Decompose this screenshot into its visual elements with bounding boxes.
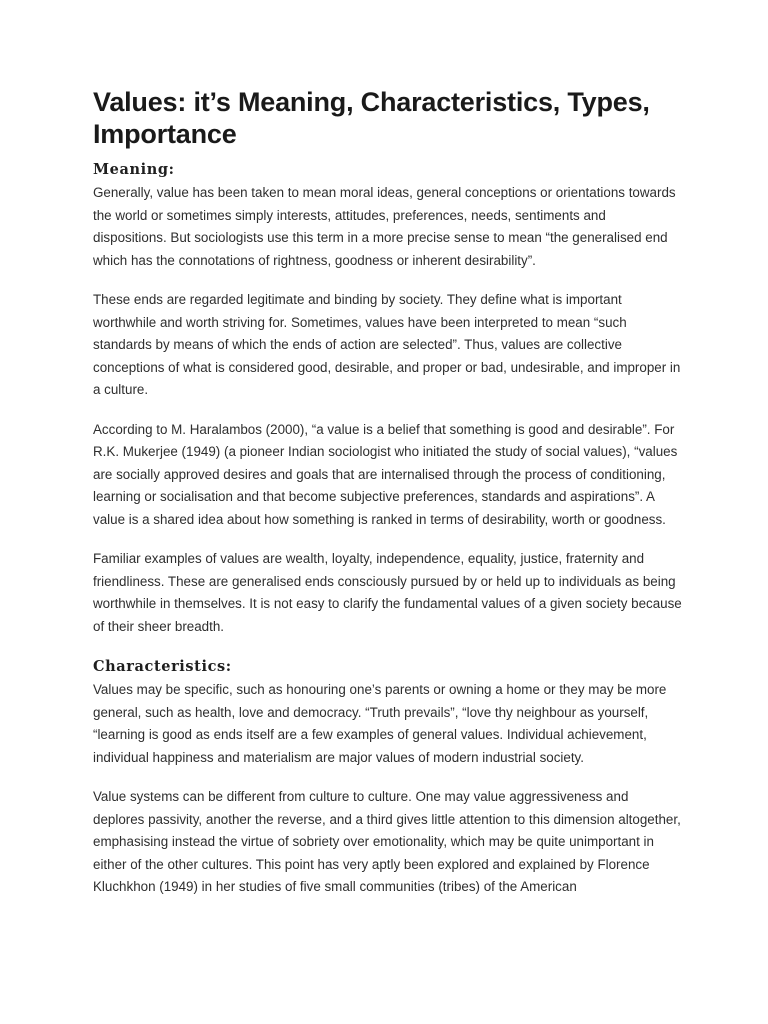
- paragraph: These ends are regarded legitimate and binding by society. They define what is important worthwhile and worth striving for. Sometimes, values have been interpreted to mean “such standards by means of which the ends of action are selected”. Thus, values are collective conceptions of what is considered good, desirable, and proper or bad, undesirable, and improper in a culture.: [93, 292, 681, 397]
- paragraph: Generally, value has been taken to mean moral ideas, general conceptions or orientations towards the world or sometimes simply interests, attitudes, preferences, needs, sentiments and dispositions. But sociologists use this term in a more precise sense to mean “the generalised end which has the connotations of rightness, goodness or inherent desirability”.: [93, 185, 676, 268]
- paragraph: Values may be specific, such as honouring one’s parents or owning a home or they may be more general, such as health, love and democracy. “Truth prevails”, “love thy neighbour as yourself, “learning is good as ends itself are a few examples of general values. Individual achievement, individual happiness and materialism are major values of modern industrial society.: [93, 682, 667, 765]
- paragraph: According to M. Haralambos (2000), “a value is a belief that something is good and desirable”. For R.K. Mukerjee (1949) (a pioneer Indian sociologist who initiated the study of social values), “values are socially approved desires and goals that are internalised through the process of conditioning, learning or socialisation and that become subjective preferences, standards and aspirations”. A value is a shared idea about how something is ranked in terms of desirability, worth or goodness.: [93, 421, 678, 527]
- paragraph: Value systems can be different from culture to culture. One may value aggressiveness and deplores passivity, another the reverse, and a third gives little attention to this dimension altogether, emphasising instead the virtue of sobriety over emotionality, which may be quite unimportant in either of the other cultures. This point has very aptly been explored and explained by Florence Kluchkhon (1949) in her studies of five small communities (tribes) of the American: [93, 789, 681, 894]
- page-title: Values: it’s Meaning, Characteristics, Types, Importance: [93, 87, 650, 149]
- paragraph: Familiar examples of values are wealth, loyalty, independence, equality, justice, fraternity and friendliness. These are generalised ends consciously pursued by or held up to individuals as being worthwhile in themselves. It is not easy to clarify the fundamental values of a given society because of their sheer breadth.: [93, 551, 682, 634]
- section-heading-characteristics: Characteristics:: [93, 658, 232, 675]
- document-page: [93, 86, 683, 916]
- section-heading-meaning: Meaning:: [93, 161, 175, 178]
